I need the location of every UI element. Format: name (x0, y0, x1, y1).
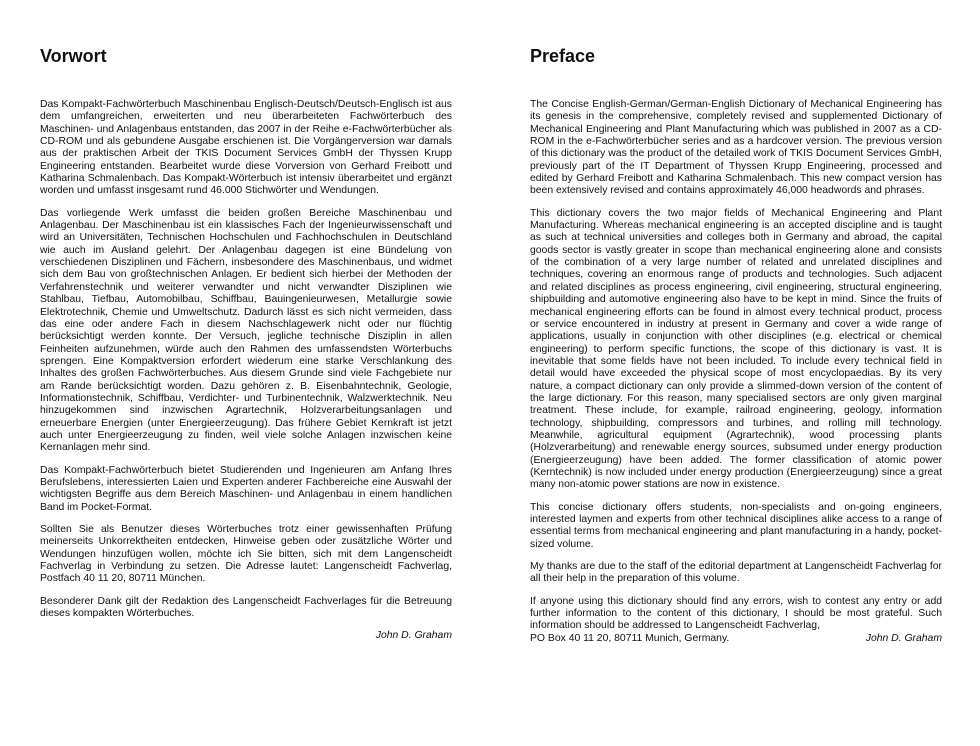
paragraph: If anyone using this dictionary should find any errors, wish to contest any entry or add further information to the content of this dictionary, I should be most grateful. Such information should be addressed to Langenscheidt Fachverlag, (530, 595, 942, 632)
page-heading-preface: Preface (530, 46, 596, 66)
paragraph: Sollten Sie als Benutzer dieses Wörterbuches trotz einer gewissenhaften Prüfung meinerseits Unkorrektheiten entdecken, Hinweise geben oder zusätzliche Wörter und Wendungen hinzufügen wollen, möchte ich Sie bitten, sich mit dem Langenscheidt Fachverlag in Verbindung zu setzen. Die Adresse lautet: Langenscheidt Fachverlag, Postfach 40 11 20, 80711 München. (40, 524, 452, 585)
vorwort-body (40, 99, 452, 643)
closing-line (530, 633, 942, 645)
paragraph: Das vorliegende Werk umfasst die beiden großen Bereiche Maschinenbau und Anlagenbau. Der Maschinenbau ist ein klassisches Fach der Ingenieurwissenschaft und wird an Universitäten, Technischen Hochschulen und Fachhochschulen in Deutschland wie auch im Ausland gelehrt. Der Anlagenbau dagegen ist eine Bündelung von verschiedenen Disziplinen und Fächern, insbesondere des Maschinenbaus, und widmet sich dem Bau von großtechnischen Anlagen. Er bedient sich hierbei der Methoden der Verfahrenstechnik und weiterer verwandter und nicht verwandter Disziplinen wie Stahlbau, Tiefbau, Automobilbau, Schiffbau, Bauingenieurwesen, Metallurgie sowie Elektrotechnik, Chemie und Umweltschutz. Dadurch lässt es sich nicht vermeiden, dass das eine oder andere Fach in diesem Nachschlagewerk nicht oder nur flüchtig berücksichtigt werden konnte. Der Versuch, jegliche technische Disziplin in allen Feinheiten aufzunehmen, würde auch den Rahmen des umfassendsten Wörterbuchs sprengen. Eine Kompaktversion erfordert wiederum eine starke Verschlankung des Inhaltes des großen Fachwörterbuches. Aus diesem Grunde sind viele Fachgebiete nur am Rande berücksichtigt worden. Dazu gehören z. B. Eisenbahntechnik, Geologie, Informationstechnik, Schiffbau, Verdichter- und Turbinentechnik, Walzwerktechnik. Neu hinzugekommen sind inzwischen Agrartechnik, Holzverarbeitungsanlagen und erneuerbare Energien (unter Energieerzeugung). Das frühere Gebiet Kernkraft ist jetzt auch unter Energieerzeugung zu finden, weil viele solche Anlagen inzwischen keine Kernanlagen mehr sind. (40, 207, 452, 454)
address-line: PO Box 40 11 20, 80711 Munich, Germany. (530, 632, 730, 644)
paragraph: Das Kompakt-Fachwörterbuch bietet Studierenden und Ingenieuren am Anfang Ihres Berufslebens, interessierten Laien und Experten anderer Fachbereiche eine Auswahl der wichtigsten Begriffe aus dem Bereich Maschinen- und Anlagenbau in einem handlichen Band im Pocket-Format. (40, 464, 452, 513)
preface-body (530, 99, 942, 645)
paragraph: This dictionary covers the two major fields of Mechanical Engineering and Plant Manufacturing. Whereas mechanical engineering is an accepted discipline and is taught as such at technical universities and colleges both in Germany and abroad, the capital goods sector is vastly greater in scope than mechanical engineering alone and consists of the combination of a very large number of related and unrelated disciplines and techniques, covering an enormous range of products and technologies. Such adjacent and related disciplines as process engineering, civil engineering, structural engineering, shipbuilding and automotive engineering also have to be kept in mind. Since the fruits of mechanical engineering efforts can be found in almost every technical product, process or service encountered in industry at present in Germany and cover a wide range of applications, usually in conjunction with other disciplines (e.g. electrical or chemical engineering) to perform specific functions, the scope of this dictionary is vast. It is inevitable that some fields have not been included. To include every technical field in detail would have exceeded the physical scope of most encyclopaedias. By its very nature, a compact dictionary can only provide a slimmed-down version of the content of the large dictionary. For this reason, many specialised sectors are only given marginal treatment. These include, for example, railroad engineering, geology, information technology, shipbuilding, compressors and turbines, and rolling mill technology. Meanwhile, agricultural equipment (Agrartechnik), wood processing plants (Holzverarbeitung) and renewable energy sources, subsumed under energy production (Energieerzeugung) have been added. The former classification of atomic power (Kerntechnik) is now included under energy production (Energieerzeugung) since a great many non-atomic power stations are now in existence. (530, 207, 942, 491)
author-signature: John D. Graham (865, 632, 942, 644)
paragraph: This concise dictionary offers students, non-specialists and on-going engineers, interested laymen and experts from other technical disciplines alike access to a range of essential terms from mechanical engineering and plant manufacturing in a handy, pocket-sized volume. (530, 501, 942, 550)
paragraph: My thanks are due to the staff of the editorial department at Langenscheidt Fachverlag for all their help in the preparation of this volume. (530, 561, 942, 585)
paragraph: The Concise English-German/German-English Dictionary of Mechanical Engineering has its genesis in the comprehensive, completely revised and supplemented Dictionary of Mechanical Engineering and Plant Manufacturing which was published in 2007 as a CD-ROM in the e-Fachwörterbücher series and as a hardcover version. The previous version of this dictionary was the product of the detailed work of TKIS Document Services GmbH, previously part of the IT Department of Thyssen Krupp Engineering, processed and edited by Gerhard Freibott and Katharina Schmalenbach. This new compact version has been extensively revised and contains approximately 46,000 headwords and phrases. (530, 99, 942, 197)
paragraph: Das Kompakt-Fachwörterbuch Maschinenbau Englisch-Deutsch/Deutsch-Englisch ist aus dem umfangreichen, erweiterten und neu überarbeiteten Fachwörterbuch des Maschinen- und Anlagenbaus entstanden, das 2007 in der Reihe e-Fachwörterbücher als CD-ROM und als gebundene Ausgabe erschienen ist. Die Vorgängerversion war damals aus der praktischen Arbeit der TKIS Document Services GmbH der Thyssen Krupp Engineering entstanden. Bearbeitet wurde diese Vorversion von Gerhard Freibott und Katharina Schmalenbach. Das Kompakt-Wörterbuch ist intensiv überarbeitet und ergänzt worden und umfasst insgesamt rund 46.000 Stichwörter und Wendungen. (40, 99, 452, 197)
paragraph: Besonderer Dank gilt der Redaktion des Langenscheidt Fachverlages für die Betreuung dieses kompakten Wörterbuches. (40, 595, 452, 620)
page-heading-vorwort: Vorwort (40, 46, 107, 66)
author-signature: John D. Graham (375, 630, 452, 642)
